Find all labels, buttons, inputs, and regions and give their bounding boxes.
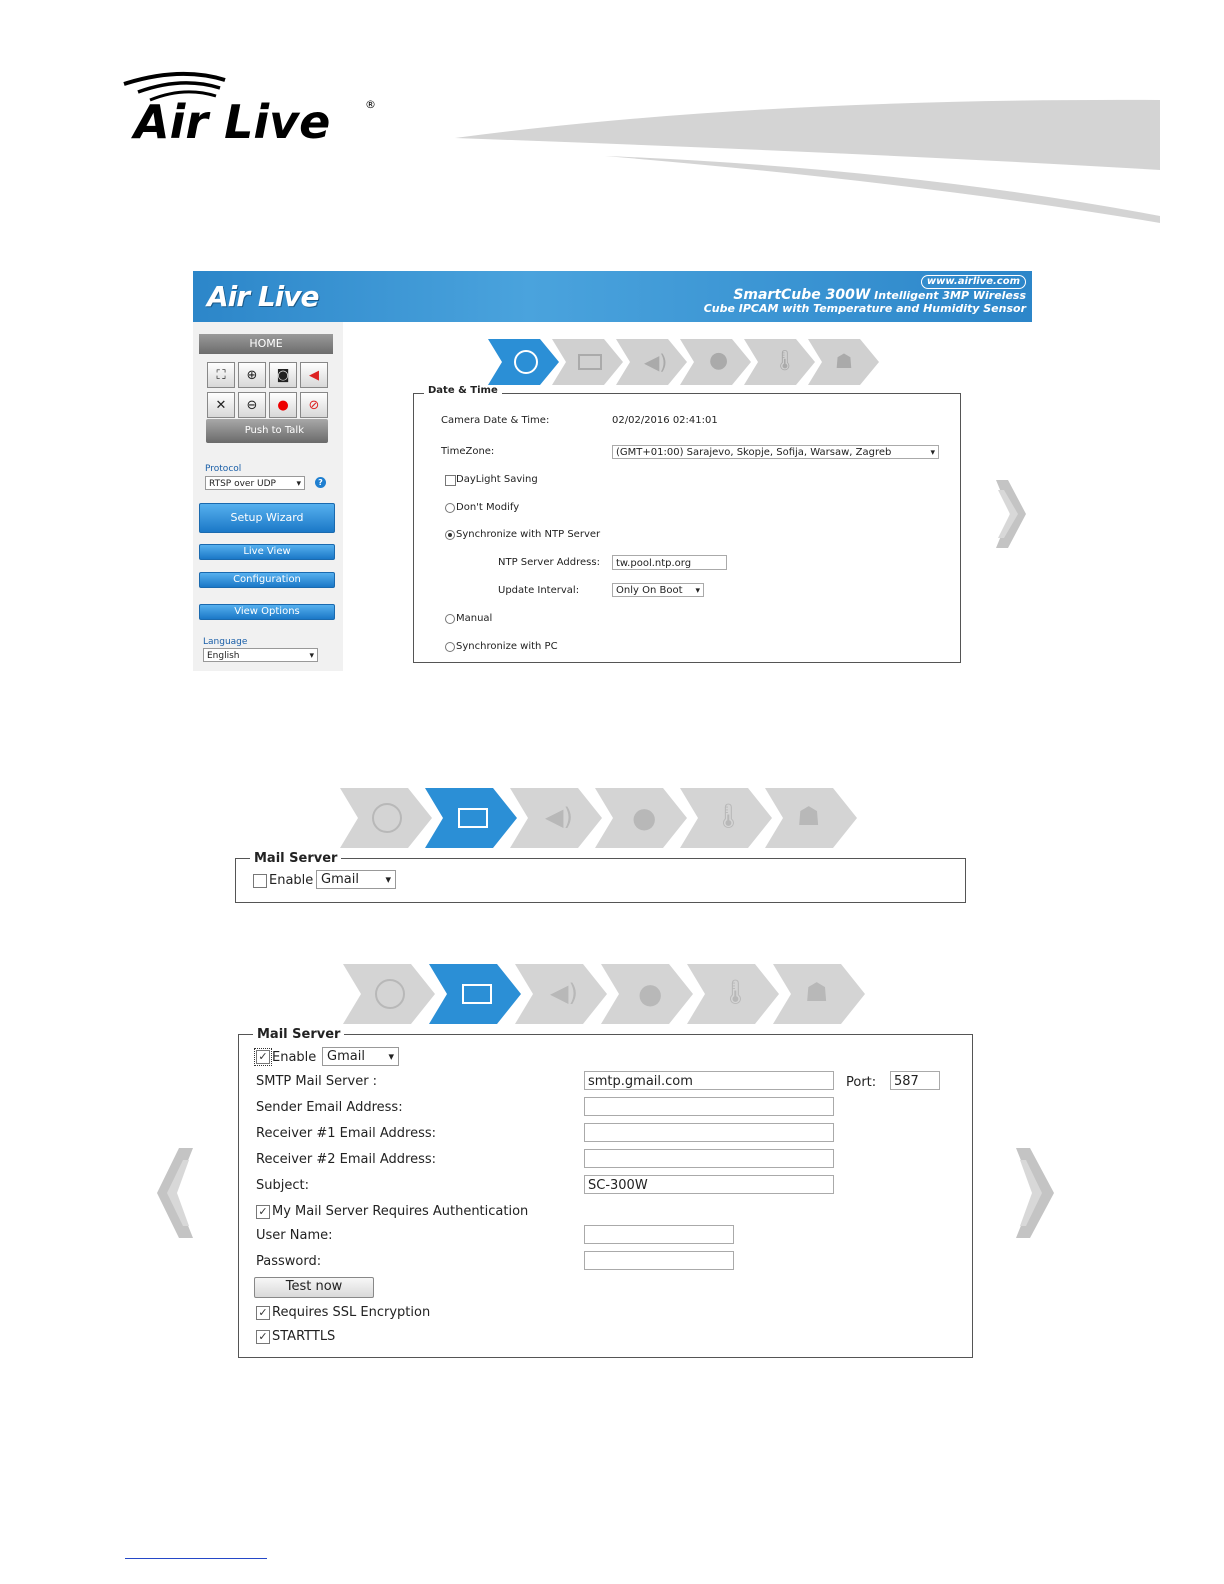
username-label: User Name: bbox=[256, 1228, 333, 1243]
people-icon[interactable]: ☗ bbox=[805, 978, 829, 1008]
help-icon[interactable]: ? bbox=[315, 477, 326, 488]
datetime-legend: Date & Time bbox=[424, 385, 502, 396]
password-input[interactable] bbox=[584, 1251, 734, 1270]
record-icon[interactable]: ● bbox=[269, 392, 297, 418]
protocol-label: Protocol bbox=[205, 464, 242, 474]
receiver2-email-label: Receiver #2 Email Address: bbox=[256, 1152, 437, 1167]
sender-email-label: Sender Email Address: bbox=[256, 1100, 403, 1115]
app-brand-logo: Air Live bbox=[207, 280, 319, 313]
update-interval-label: Update Interval: bbox=[498, 585, 580, 596]
enable-label: Enable bbox=[272, 1050, 317, 1065]
zoom-in-icon[interactable]: ⊕ bbox=[238, 362, 266, 388]
model-title bbox=[704, 289, 1026, 315]
sync-pc-label: Synchronize with PC bbox=[456, 641, 558, 652]
starttls-label: STARTTLS bbox=[272, 1329, 336, 1344]
protocol-select[interactable]: RTSP over UDP ▾ bbox=[205, 476, 305, 490]
app-banner bbox=[193, 271, 1032, 322]
dont-modify-label: Don't Modify bbox=[456, 502, 520, 513]
step-bar-shapes bbox=[343, 964, 869, 1024]
view-options-button[interactable]: View Options bbox=[199, 604, 335, 620]
step-bar-mail-1 bbox=[340, 788, 862, 848]
ssl-label: Requires SSL Encryption bbox=[272, 1305, 431, 1320]
ntp-address-input[interactable]: tw.pool.ntp.org bbox=[612, 555, 727, 570]
snapshot-icon[interactable]: ◙ bbox=[269, 362, 297, 388]
push-to-talk-button[interactable] bbox=[206, 419, 328, 443]
mail-icon[interactable] bbox=[458, 808, 488, 828]
daylight-checkbox[interactable] bbox=[445, 475, 456, 486]
live-view-button[interactable]: Live View bbox=[199, 544, 335, 560]
mail-provider-select[interactable]: Gmail ▾ bbox=[316, 870, 396, 889]
setup-wizard-button[interactable] bbox=[199, 503, 335, 533]
prev-arrow-icon[interactable] bbox=[157, 1148, 193, 1238]
camera-datetime-label: Camera Date & Time: bbox=[441, 415, 550, 426]
timezone-label: TimeZone: bbox=[441, 446, 495, 457]
shrink-icon[interactable]: ✕ bbox=[207, 392, 235, 418]
step-bar-shapes bbox=[340, 788, 862, 848]
receiver1-email-label: Receiver #1 Email Address: bbox=[256, 1126, 437, 1141]
ntp-address-label: NTP Server Address: bbox=[498, 557, 600, 568]
smtp-server-label: SMTP Mail Server : bbox=[256, 1074, 378, 1089]
fullscreen-icon[interactable]: ⛶ bbox=[207, 362, 235, 388]
datetime-panel bbox=[413, 385, 961, 663]
step-bar-datetime bbox=[488, 339, 888, 385]
speaker-icon[interactable]: ◀) bbox=[545, 803, 573, 831]
thermometer-icon[interactable]: 🌡 bbox=[720, 978, 751, 1006]
thermometer-icon[interactable]: 🌡 bbox=[713, 802, 744, 830]
speaker-icon[interactable]: ◀) bbox=[644, 350, 668, 374]
sidebar bbox=[193, 322, 343, 671]
setup-wizard-label: Setup Wizard bbox=[230, 511, 304, 524]
dont-modify-radio[interactable] bbox=[445, 503, 455, 513]
bulb-icon[interactable]: ● bbox=[632, 801, 657, 834]
speaker-icon[interactable]: ◀) bbox=[550, 979, 578, 1007]
ssl-checkbox[interactable]: ✓ bbox=[256, 1306, 270, 1320]
people-icon[interactable]: ☗ bbox=[835, 349, 853, 373]
mail-provider-select[interactable]: Gmail ▾ bbox=[322, 1047, 399, 1066]
mic-off-icon[interactable]: ⊘ bbox=[300, 392, 328, 418]
mail-server-legend: Mail Server bbox=[250, 851, 341, 866]
receiver1-email-input[interactable] bbox=[584, 1123, 834, 1142]
next-arrow-icon[interactable] bbox=[1016, 1148, 1054, 1238]
mail-server-panel-collapsed bbox=[235, 851, 966, 903]
doc-logo-text: Air Live bbox=[134, 95, 331, 149]
manual-label: Manual bbox=[456, 613, 493, 624]
svg-text:®: ® bbox=[365, 98, 376, 111]
people-icon[interactable]: ☗ bbox=[797, 802, 821, 832]
model-line2: Cube IPCAM with Temperature and Humidity Sensor bbox=[703, 302, 1026, 315]
airlive-url-link[interactable]: www.airlive.com bbox=[921, 275, 1026, 289]
subject-label: Subject: bbox=[256, 1178, 309, 1193]
enable-label: Enable bbox=[269, 873, 314, 888]
update-interval-select[interactable]: Only On Boot ▾ bbox=[612, 583, 704, 597]
mail-icon[interactable] bbox=[462, 984, 492, 1004]
mail-icon[interactable] bbox=[578, 354, 602, 370]
manual-radio[interactable] bbox=[445, 614, 455, 624]
sender-email-input[interactable] bbox=[584, 1097, 834, 1116]
configuration-button[interactable]: Configuration bbox=[199, 572, 335, 588]
daylight-label: DayLight Saving bbox=[456, 474, 538, 485]
sync-ntp-label: Synchronize with NTP Server bbox=[456, 529, 601, 540]
password-label: Password: bbox=[256, 1254, 322, 1269]
receiver2-email-input[interactable] bbox=[584, 1149, 834, 1168]
port-label: Port: bbox=[846, 1075, 877, 1090]
airlive-logo bbox=[120, 70, 390, 150]
language-label: Language bbox=[203, 637, 248, 647]
test-now-button[interactable]: Test now bbox=[254, 1277, 374, 1298]
zoom-out-icon[interactable]: ⊖ bbox=[238, 392, 266, 418]
subject-input[interactable]: SC-300W bbox=[584, 1175, 834, 1194]
enable-checkbox[interactable]: ✓ bbox=[256, 1050, 270, 1064]
thermometer-icon[interactable]: 🌡 bbox=[772, 348, 798, 372]
language-select[interactable]: English ▾ bbox=[203, 648, 318, 662]
push-to-talk-label: Push to Talk bbox=[244, 425, 304, 436]
clock-icon[interactable] bbox=[372, 803, 402, 833]
footer-link-underline[interactable] bbox=[125, 1558, 267, 1559]
model-line1: Intelligent 3MP Wireless bbox=[874, 289, 1026, 302]
step-bar-mail-2 bbox=[343, 964, 869, 1024]
auth-label: My Mail Server Requires Authentication bbox=[272, 1204, 529, 1219]
enable-checkbox[interactable] bbox=[253, 874, 267, 888]
starttls-checkbox[interactable]: ✓ bbox=[256, 1330, 270, 1344]
header-swoosh bbox=[455, 98, 1160, 223]
mail-server-panel bbox=[238, 1027, 973, 1358]
mute-icon[interactable]: ◀ bbox=[300, 362, 328, 388]
sync-ntp-radio[interactable] bbox=[445, 530, 455, 540]
smtp-server-input[interactable]: smtp.gmail.com bbox=[584, 1071, 834, 1090]
model-name: SmartCube 300W bbox=[733, 287, 871, 303]
auth-checkbox[interactable]: ✓ bbox=[256, 1205, 270, 1219]
mail-server-legend: Mail Server bbox=[253, 1027, 344, 1042]
username-input[interactable] bbox=[584, 1225, 734, 1244]
port-input[interactable]: 587 bbox=[890, 1071, 940, 1090]
step-bar-shapes bbox=[488, 339, 888, 385]
sync-pc-radio[interactable] bbox=[445, 642, 455, 652]
clock-icon[interactable] bbox=[514, 350, 538, 374]
timezone-select[interactable]: (GMT+01:00) Sarajevo, Skopje, Sofija, Warsaw, Zagreb ▾ bbox=[612, 445, 939, 459]
camera-datetime-value: 02/02/2016 02:41:01 bbox=[612, 415, 718, 426]
bulb-icon[interactable]: ● bbox=[638, 977, 663, 1010]
next-arrow-icon[interactable] bbox=[996, 480, 1026, 548]
clock-icon[interactable] bbox=[375, 979, 405, 1009]
bulb-icon[interactable]: ● bbox=[709, 348, 729, 373]
home-button[interactable]: HOME bbox=[199, 334, 333, 354]
